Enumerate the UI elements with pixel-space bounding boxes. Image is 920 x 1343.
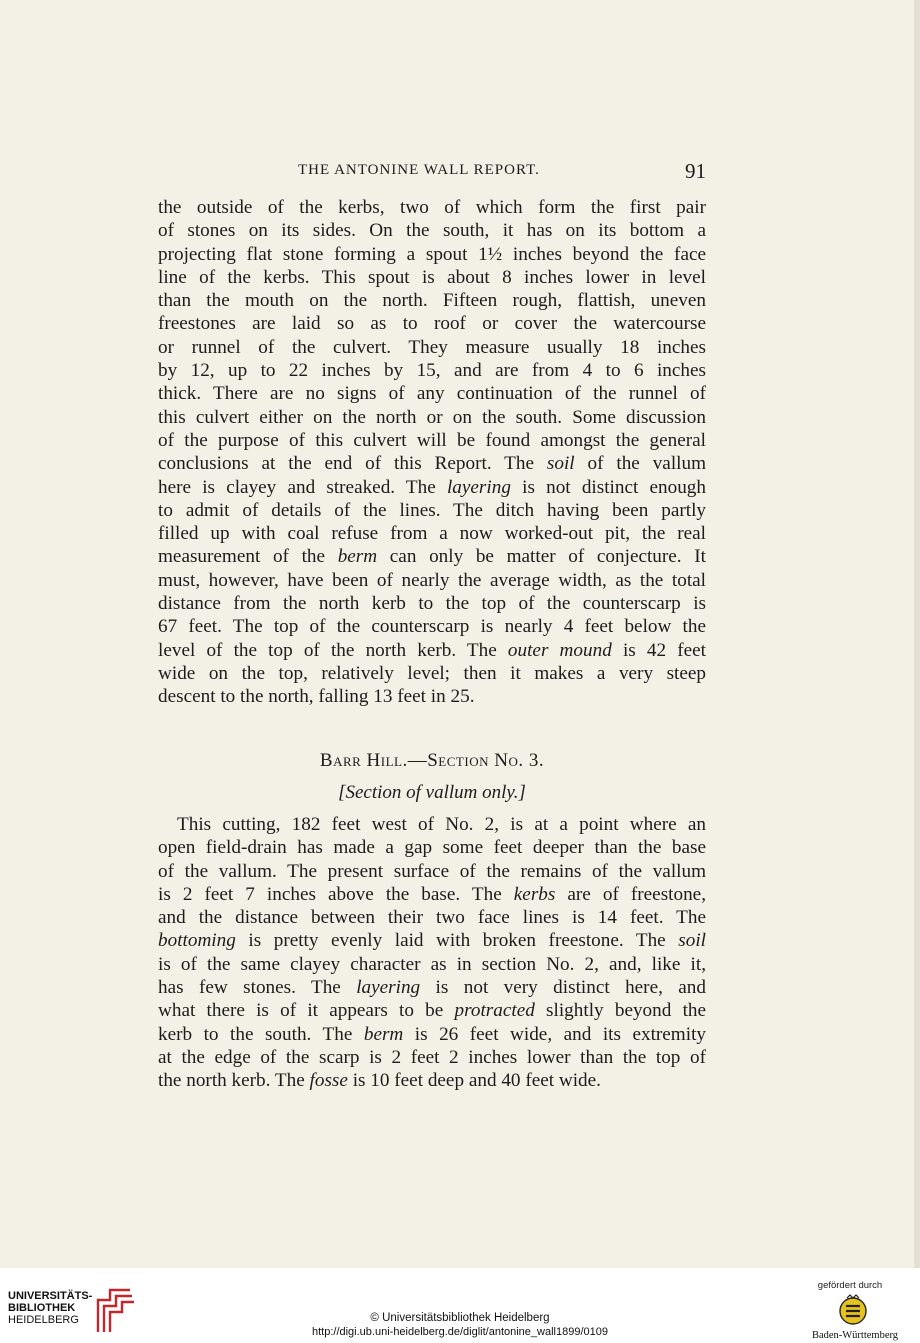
text-line: level of the top of the north kerb. The outer mound is 42 feet	[158, 639, 706, 661]
text-line: 67 feet. The top of the counterscarp is nearly 4 feet below the	[158, 616, 706, 638]
text-line: open field-drain has made a gap some feet deeper than the base	[158, 837, 706, 859]
text-line: wide on the top, relatively level; then it makes a very steep	[158, 662, 706, 684]
library-name-line3: HEIDELBERG	[8, 1314, 79, 1326]
text-line: than the mouth on the north. Fifteen rough, flattish, uneven	[158, 290, 706, 312]
text-line: of the vallum. The present surface of the remains of the vallum	[158, 860, 706, 882]
text-line: This cutting, 182 feet west of No. 2, is at a point where an	[177, 814, 706, 835]
text-line: is 2 feet 7 inches above the base. The kerbs are of freestone,	[158, 883, 706, 905]
text-line: projecting flat stone forming a spout 1½ inches beyond the face	[158, 243, 706, 265]
text-line: must, however, have been of nearly the average width, as the total	[158, 569, 706, 591]
running-head	[158, 159, 706, 185]
text-line: freestones are laid so as to roof or cover the watercourse	[158, 313, 706, 335]
text-line: distance from the north kerb to the top of the counterscarp is	[158, 593, 706, 615]
text-line: at the edge of the scarp is 2 feet 2 inches lower than the top of	[158, 1046, 706, 1068]
text-line: line of the kerbs. This spout is about 8 inches lower in level	[158, 266, 706, 288]
section-heading: Barr Hill.—Section No. 3.	[319, 750, 545, 771]
text-line: or runnel of the culvert. They measure usually 18 inches	[158, 336, 706, 358]
running-title: THE ANTONINE WALL REPORT.	[298, 162, 540, 178]
library-name-line1: UNIVERSITÄTS-	[8, 1290, 93, 1302]
text-line: what there is of it appears to be protracted slightly beyond the	[158, 1000, 706, 1022]
funder-label: gefördert durch	[817, 1280, 883, 1291]
permalink-url[interactable]: http://digi.ub.uni-heidelberg.de/diglit/antonine_wall1899/0109	[311, 1326, 608, 1338]
library-logo[interactable]	[8, 1290, 138, 1340]
text-line: and the distance between their two face lines is 14 feet. The	[158, 907, 706, 929]
text-line: measurement of the berm can only be matter of conjecture. It	[158, 546, 706, 568]
text-line: the outside of the kerbs, two of which form the first pair	[158, 197, 706, 218]
page-number: 91	[685, 159, 706, 183]
text-line: here is clayey and streaked. The layering is not distinct enough	[158, 476, 706, 498]
section-subheading: [Section of vallum only.]	[338, 782, 526, 803]
copyright-notice: © Universitätsbibliothek Heidelberg	[370, 1312, 550, 1324]
text-line: bottoming is pretty evenly laid with broken freestone. The soil	[158, 930, 706, 952]
body-paragraph-1	[158, 196, 706, 709]
funder-state-name: Baden-Württemberg	[811, 1330, 899, 1341]
body-paragraph-2	[158, 813, 706, 1093]
library-name-line2: BIBLIOTHEK	[8, 1302, 76, 1314]
text-line: descent to the north, falling 13 feet in 25.	[158, 686, 475, 708]
text-line: this culvert either on the north or on the south. Some discussion	[158, 406, 706, 428]
footer	[0, 1268, 920, 1343]
text-line: to admit of details of the lines. The ditch having been partly	[158, 499, 706, 521]
text-line: kerb to the south. The berm is 26 feet wide, and its extremity	[158, 1023, 706, 1045]
text-line: of stones on its sides. On the south, it has on its bottom a	[158, 220, 706, 242]
state-crest-icon	[838, 1294, 868, 1326]
text-line: conclusions at the end of this Report. The soil of the vallum	[158, 453, 706, 475]
library-mark-icon	[92, 1286, 136, 1334]
text-line: by 12, up to 22 inches by 15, and are from 4 to 6 inches	[158, 360, 706, 382]
text-line: thick. There are no signs of any continuation of the runnel of	[158, 383, 706, 405]
funder-logo[interactable]	[800, 1280, 916, 1340]
text-line: has few stones. The layering is not very distinct here, and	[158, 977, 706, 999]
text-line: filled up with coal refuse from a now worked-out pit, the real	[158, 523, 706, 545]
text-line: of the purpose of this culvert will be found amongst the general	[158, 429, 706, 451]
library-name	[8, 1290, 92, 1326]
page-edge	[914, 0, 920, 1268]
text-line: is of the same clayey character as in section No. 2, and, like it,	[158, 953, 706, 975]
text-line: the north kerb. The fosse is 10 feet deep and 40 feet wide.	[158, 1070, 601, 1092]
